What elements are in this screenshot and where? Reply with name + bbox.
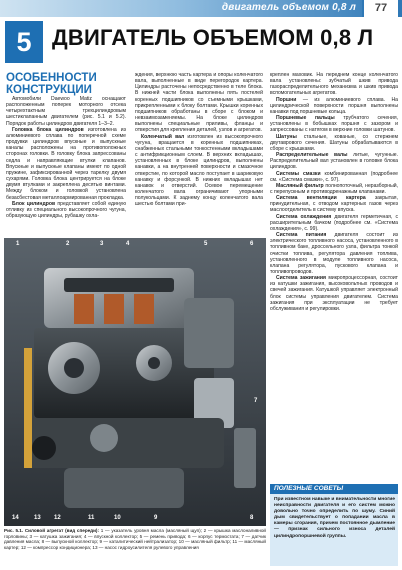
- paragraph-text: изготовлен из высокопрочного чугуна, вращается в коренных подшипниках, снабженных стальными тонкостенными вкладышами с антифрикционным слоем. В верхних вкладышах, установленных в блоке цилиндров, выполнены канавки, а на внутренней поверхности и смазочное отверстие, по которой масло поступает в шариковую канавку и форсункой. В нижних вкладышах нет канавок и отверстий. Осевое перемещение коленчатого вала ограничивают упорными полукольцами. К заднему концу коленчатого вала шестью болтами при-: [135, 133, 263, 208]
- figure-caption: [4, 528, 266, 550]
- paragraph: [6, 127, 126, 201]
- callout-number: 1: [16, 241, 20, 247]
- text-column-3: [270, 72, 398, 312]
- term: Блок цилиндров: [12, 200, 56, 207]
- page-number: 77: [362, 0, 398, 17]
- paragraph: [270, 171, 398, 183]
- paragraph: [270, 195, 398, 213]
- callout-number: 4: [126, 241, 130, 247]
- paragraph-text: закрытая, принудительная, с отводом картерных газов через маслоотделитель в систему впуска.: [270, 195, 398, 214]
- paragraph-text: изготовлена из алюминиевого сплава по поперечной схеме продувки цилиндров впускные и выпускные каналы расположены на противоположных сторонах головки. В головку блока запрессованы седла и направляющие втулки клапанов. Впускные и выпускные клапаны имеют по одной пружине, зафиксированной через тарелку двумя сухарями. Головка блока центрируется на блоке двумя втулками и закреплена десятью винтами. Между блоком и головкой установлена безасбестовая металлоармированная прокладка.: [6, 126, 126, 201]
- callout-number: 13: [34, 515, 41, 521]
- callout-number: 7: [254, 398, 258, 404]
- callout-number: 10: [114, 515, 121, 521]
- paragraph-text: литые, чугунные. Распределительный вал установлен в головке блока цилиндров.: [270, 152, 399, 171]
- paragraph: [270, 183, 398, 195]
- figure-caption-text: 1 — указатель уровня масла (масляный щуп); 2 — крышка маслоналивной горловины; 3 — катушка зажигания; 4 — впускной коллектор; 5 — ремень привода; 6 — корпус термостата; 7 — датчик давления масла; 8 — выпускной коллектор; 9 — каталитический нейтрализатор; 10 — масляный фильтр; 11 — масляный картер; 12 — компрессор кондиционера; 13 — насос гидроусилителя рулевого управления: [4, 528, 267, 550]
- callout-number: 12: [54, 515, 61, 521]
- section-heading: ОСОБЕННОСТИ КОНСТРУКЦИИ: [6, 72, 97, 96]
- paragraph: [270, 115, 398, 133]
- engine-illustration: [4, 238, 266, 526]
- paragraph: [135, 134, 263, 208]
- running-header-title: двигатель объемом 0,8 л: [221, 2, 356, 13]
- term: Система вентиляции картера: [276, 195, 366, 202]
- tips-heading: ПОЛЕЗНЫЕ СОВЕТЫ: [270, 484, 398, 494]
- term: Коленчатый вал: [141, 133, 185, 140]
- text-column-1: [6, 72, 126, 219]
- paragraph: креплен маховик. На переднем конце коленчатого вала установлены: зубчатый шкив привода газораспределительного механизма и шкив привода вспомогательных агрегатов.: [270, 72, 398, 97]
- paragraph: [6, 201, 126, 219]
- term: Шатуны: [276, 133, 297, 140]
- callout-number: 2: [66, 241, 70, 247]
- engine-photo: [4, 238, 266, 526]
- chapter-title: ДВИГАТЕЛЬ ОБЪЕМОМ 0,8 Л: [52, 25, 374, 50]
- tips-text: При известном навыке и внимательности многие неисправности двигателя и его систем можно довольно точно определить по шуму. Синий дым свидетельствует о попадании масла в камеры сгорания, причем постоянное дымление — признак сильного износа деталей цилиндропоршневой группы.: [274, 497, 395, 539]
- paragraph-text: стальные, кованые, со стержнем двутаврового сечения. Шатуны обрабатываются в сборе с крышками.: [270, 133, 398, 152]
- paragraph: Автомобили Daewoo Matiz оснащают расположенным поперек моторного отсека четырехтактным трехцилиндровым шестиклапанным двигателем (рис. 5.1 и 5.2). Порядок работы цилиндров двигателя 1–3–2.: [6, 96, 126, 127]
- term: Система охлаждения: [276, 213, 332, 220]
- paragraph-text: двигателя состоит из электрического топливного насоса, установленного в топливном баке, дроссельного узла, фильтра тонкой очистки топлива, регулятора давления топлива, установленного в модуле топливного насоса, клапана регулятора, пускового клапана и топливопроводов.: [270, 232, 398, 275]
- callout-number: 5: [204, 241, 208, 247]
- paragraph-text: — из алюминиевого сплава. На цилиндрической поверхности поршня выполнены канавки под поршневые кольца.: [270, 96, 398, 115]
- term: Головка блока цилиндров: [12, 126, 84, 133]
- text-column-2: [135, 72, 263, 207]
- paragraph: [270, 214, 398, 232]
- paragraph-text: комбинированная (подробнее см. «Система смазки», с. 97).: [270, 170, 398, 183]
- term: Поршневые пальцы: [276, 115, 335, 122]
- paragraph: [270, 232, 398, 275]
- paragraph-text: микропроцессорная, состоит из катушки зажигания, высоковольтных проводов и свечей зажигания. Катушкой управляет электронный блок системы управления двигателем. Система зажигания при эксплуатации не требует обслуживания и регулировки.: [270, 275, 398, 312]
- chapter-number: 5: [5, 21, 43, 63]
- callout-number: 6: [250, 241, 254, 247]
- callout-number: 11: [88, 515, 95, 521]
- paragraph: [270, 275, 398, 312]
- term: Поршни: [276, 96, 297, 103]
- callout-number: 14: [12, 515, 19, 521]
- paragraph: ждения, верхнюю часть картера и опоры коленчатого вала, выполненные в виде перегородок картера. Цилиндры расточены непосредственно в теле блока. В нижней части блока выполнены пять постелей коренных подшипников со съемными крышками, прикрепленными к блоку болтами. Крышки коренных подшипников обработаны в сборе с блоком и невзаимозаменяемы. На блоке цилиндров выполнены специальные приливы, фланцы и отверстия для крепления деталей, узлов и агрегатов.: [135, 72, 263, 134]
- paragraph-text: двигателя герметичная, с расширительным бачком (подробнее см. «Система охлаждения», с. 99).: [270, 213, 398, 232]
- paragraph: [270, 97, 398, 115]
- callout-number: 9: [154, 515, 158, 521]
- paragraph: [270, 152, 398, 170]
- callout-number: 3: [100, 241, 104, 247]
- figure-caption-lead: Рис. 5.1. Силовой агрегат (вид спереди):: [4, 528, 99, 533]
- term: Система питания: [276, 232, 327, 239]
- paragraph-text: трубчатого сечения, установлены в бобышках поршня с зазором и запрессованы с натягом в верхние головки шатунов.: [270, 115, 399, 134]
- paragraph: [270, 134, 398, 152]
- paragraph-text: полнопоточный, неразборный, с перепускным и противодренажным клапанами.: [270, 182, 398, 195]
- term: Масляный фильтр: [276, 182, 324, 189]
- callout-number: 8: [250, 515, 254, 521]
- term: Распределительные валы: [276, 152, 348, 159]
- term: Системы смазки: [276, 170, 321, 177]
- term: Система зажигания: [276, 275, 326, 282]
- paragraph-text: представляет собой единую отливку из специального высокопрочного чугуна, образующую цилиндры, рубашку охла-: [6, 200, 127, 219]
